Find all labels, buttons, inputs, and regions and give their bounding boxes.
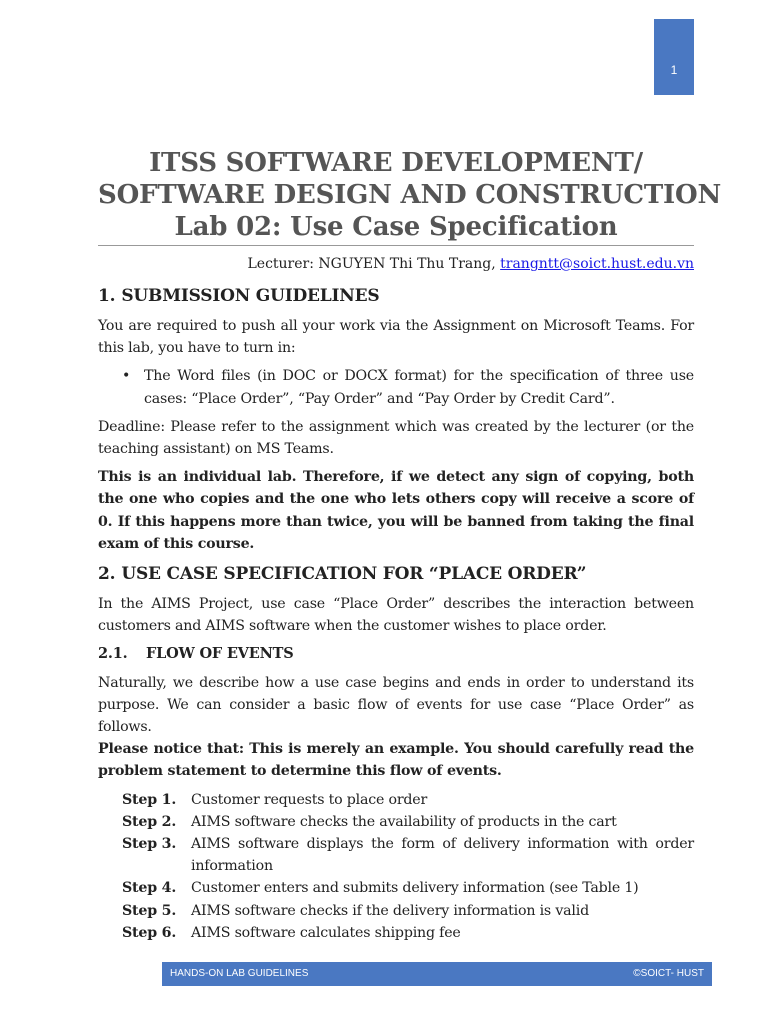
step-label: Step 6. [122, 924, 177, 941]
section-2-1-heading [98, 643, 694, 665]
section-number: 1. [98, 286, 116, 306]
step-item [122, 789, 694, 811]
warning-paragraph: This is an individual lab. Therefore, if we detect any sign of copying, both the one who copies and the one who lets others copy will receive a score of 0. If this happens more than twice, you will be banned from taking the final exam of this course. [98, 469, 694, 552]
footer-left-text: HANDS-ON LAB GUIDELINES [170, 968, 309, 979]
step-item [122, 833, 694, 877]
notice-paragraph: Please notice that: This is merely an example. You should carefully read the problem statement to determine this flow of events. [98, 741, 694, 780]
step-label: Step 5. [122, 902, 177, 919]
section-title: SUBMISSION GUIDELINES [121, 286, 380, 306]
step-label: Step 4. [122, 880, 177, 897]
paragraph: In the AIMS Project, use case “Place Order” describes the interaction between customers and AIMS software when the customer wishes to place order. [98, 596, 694, 635]
lecturer-line [247, 256, 694, 272]
step-item [122, 877, 694, 899]
title-line-2: SOFTWARE DESIGN AND CONSTRUCTION [98, 180, 722, 210]
document-body [98, 283, 694, 944]
lecturer-name: Lecturer: NGUYEN Thi Thu Trang, [247, 256, 501, 272]
lecturer-email-link[interactable]: trangntt@soict.hust.edu.vn [500, 256, 694, 272]
footer-right-text: ©SOICT- HUST [633, 968, 704, 979]
step-label: Step 2. [122, 813, 177, 830]
step-text: Customer requests to place order [191, 791, 428, 808]
step-text: AIMS software calculates shipping fee [191, 924, 461, 941]
document-title [98, 147, 722, 243]
step-text: AIMS software displays the form of delivery information with order information [191, 836, 694, 875]
page-number-box [654, 19, 694, 95]
paragraph: Naturally, we describe how a use case begins and ends in order to understand its purpose. We can consider a basic flow of events for use case “Place Order” as follows. [98, 674, 694, 736]
deadline-paragraph: Deadline: Please refer to the assignment which was created by the lecturer (or the teaching assistant) on MS Teams. [98, 418, 694, 458]
list-item-text: The Word files (in DOC or DOCX format) for the specification of three use cases: “Place Order”, “Pay Order” and “Pay Order by Credit Card”. [144, 368, 694, 407]
step-label: Step 3. [122, 836, 177, 853]
page-number: 1 [670, 63, 678, 77]
section-title: USE CASE SPECIFICATION FOR “PLACE ORDER” [121, 564, 587, 585]
paragraph: You are required to push all your work via the Assignment on Microsoft Teams. For this lab, you have to turn in: [98, 318, 694, 357]
title-divider [98, 245, 694, 246]
section-number: 2. [98, 564, 116, 585]
step-text: AIMS software checks the availability of products in the cart [191, 813, 617, 830]
steps-list [122, 789, 694, 944]
section-2-heading [98, 561, 694, 587]
title-line-3: Lab 02: Use Case Specification [174, 212, 618, 242]
title-line-1: ITSS SOFTWARE DEVELOPMENT/ [149, 148, 643, 178]
step-label: Step 1. [122, 791, 177, 808]
step-item [122, 922, 694, 944]
step-item [122, 900, 694, 922]
step-item [122, 811, 694, 833]
list-item [98, 365, 694, 409]
section-number: 2.1. [98, 645, 128, 663]
section-1-heading [98, 283, 694, 309]
step-text: AIMS software checks if the delivery information is valid [191, 902, 589, 919]
section-title: FLOW OF EVENTS [146, 645, 294, 663]
page-footer [162, 962, 712, 986]
step-text: Customer enters and submits delivery information (see Table 1) [191, 880, 639, 897]
bullet-icon: • [122, 368, 131, 385]
